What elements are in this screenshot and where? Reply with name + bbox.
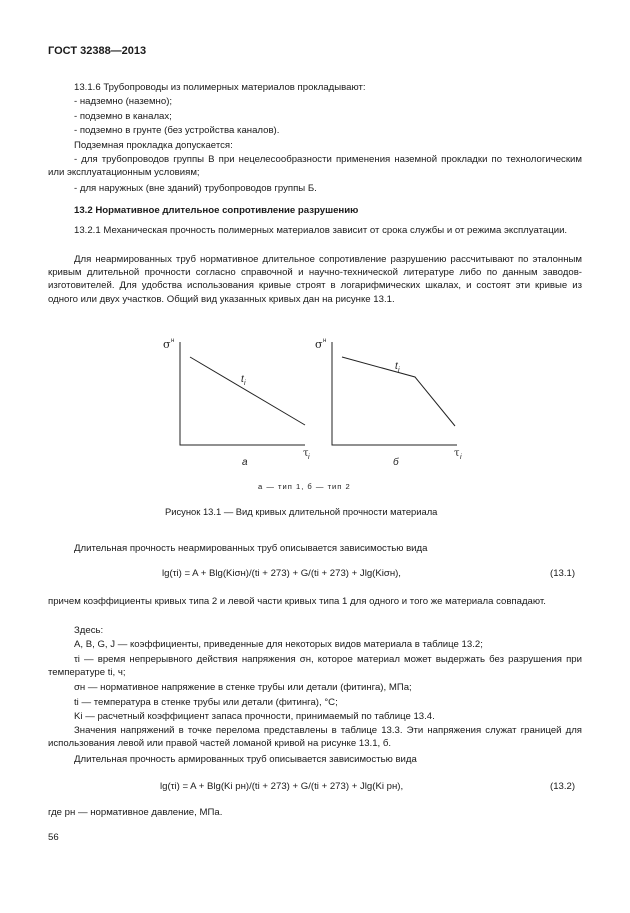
curve-a [190,357,305,425]
sec-13-1-6-lead: 13.1.6 Трубопроводы из полимерных материалов прокладывают: [74,82,366,93]
equation-13-2: lg(τi) = A + Blg(Ki pн)/(ti + 273) + G/(ti + 273) + Jlg(Ki pн), [160,781,404,792]
figure-legend: а — тип 1, б — тип 2 [258,482,351,491]
curve-label-b: t [395,361,398,372]
equation-number-13-2: (13.2) [550,781,576,792]
y-axis-b [332,342,457,445]
definition-t: ti — температура в стенке трубы или детали (фитинга), °С; [74,697,338,708]
y-label-a: σ [163,338,171,351]
allowed-lead: Подземная прокладка допускается: [74,140,233,151]
panel-a-graph [180,342,305,445]
y-axis-a [180,342,305,445]
x-sub-a: i [308,454,310,461]
formula-intro-2: Длительная прочность армированных труб описывается зависимостью вида [74,754,417,765]
panel-label-a: а [242,457,248,468]
standard-header: ГОСТ 32388—2013 [48,45,147,57]
curve-sub-a: i [244,380,246,387]
x-label-a: τ [303,448,309,459]
list-item: - подземно в каналах; [74,111,172,122]
y-sup-b: н [323,338,327,344]
list-item: - надземно (наземно); [74,96,173,107]
y-label-b: σ [315,338,323,351]
figure-caption: Рисунок 13.1 — Вид кривых длительной прочности материала [165,506,438,517]
definition-k: Ki — расчетный коэффициент запаса прочности, принимаемый по таблице 13.4. [74,711,435,722]
panel-b-graph [332,342,457,445]
break-point-note: Значения напряжений в точке перелома представлены в таблице 13.3. Эти напряжения служат границей для использования левой или правой частей ломаной кривой на рисунке 13.1, б. [48,725,582,750]
formula-note-1: причем коэффициенты кривых типа 2 и левой части кривых типа 1 для одного и того же материала совпадают. [48,596,546,607]
here-label: Здесь: [74,625,104,636]
x-sub-b: i [460,454,462,461]
equation-13-1: lg(τi) = A + Blg(Kiσн)/(ti + 273) + G/(ti + 273) + Jlg(Kiσн), [162,568,401,579]
section-title: 13.2 Нормативное длительное сопротивление разрушению [74,205,359,216]
definition-abgj: A, B, G, J — коэффициенты, приведенные для некоторых видов материала в таблице 13.2; [74,639,483,650]
list-item: - подземно в грунте (без устройства каналов). [74,125,280,136]
list-item: - для наружных (вне зданий) трубопроводов группы Б. [74,183,317,194]
panel-label-b: б [393,457,399,468]
curve-label-a: t [241,374,244,385]
formula-intro-1: Длительная прочность неармированных труб описывается зависимостью вида [74,543,428,554]
y-sup-a: н [171,338,175,344]
equation-number-13-1: (13.1) [550,568,576,579]
definition-p: где pн — нормативное давление, МПа. [48,807,223,818]
definition-tau: τi — время непрерывного действия напряжения σн, которое материал может выдержать без разрушения при температуре ti, ч; [48,654,582,679]
x-label-b: τ [454,448,460,459]
paragraph-13-2-1: 13.2.1 Механическая прочность полимерных материалов зависит от срока службы и от режима эксплуатации. [74,225,568,236]
curve-sub-b: i [398,367,400,374]
page-number: 56 [48,832,59,843]
definition-sigma: σн — нормативное напряжение в стенке трубы или детали (фитинга), МПа; [74,682,412,693]
list-item: - для трубопроводов группы В при нецелесообразности применения наземной прокладки по технологическим или эксплуатационным условиям; [48,154,582,179]
figure-13-1 [150,330,480,480]
paragraph-13-2-1-b: Для неармированных труб нормативное длительное сопротивление разрушению рассчитывают по эталонным кривым длительной прочности согласно справочной и научно-технической литературе либо по данным заводов-изготовителей. Для удобства использования кривые строят в логарифмических шкалах, и состоят эти кривые из одного или двух участков. Общий вид указанных кривых дан на рисунке 13.1. [48,254,582,305]
